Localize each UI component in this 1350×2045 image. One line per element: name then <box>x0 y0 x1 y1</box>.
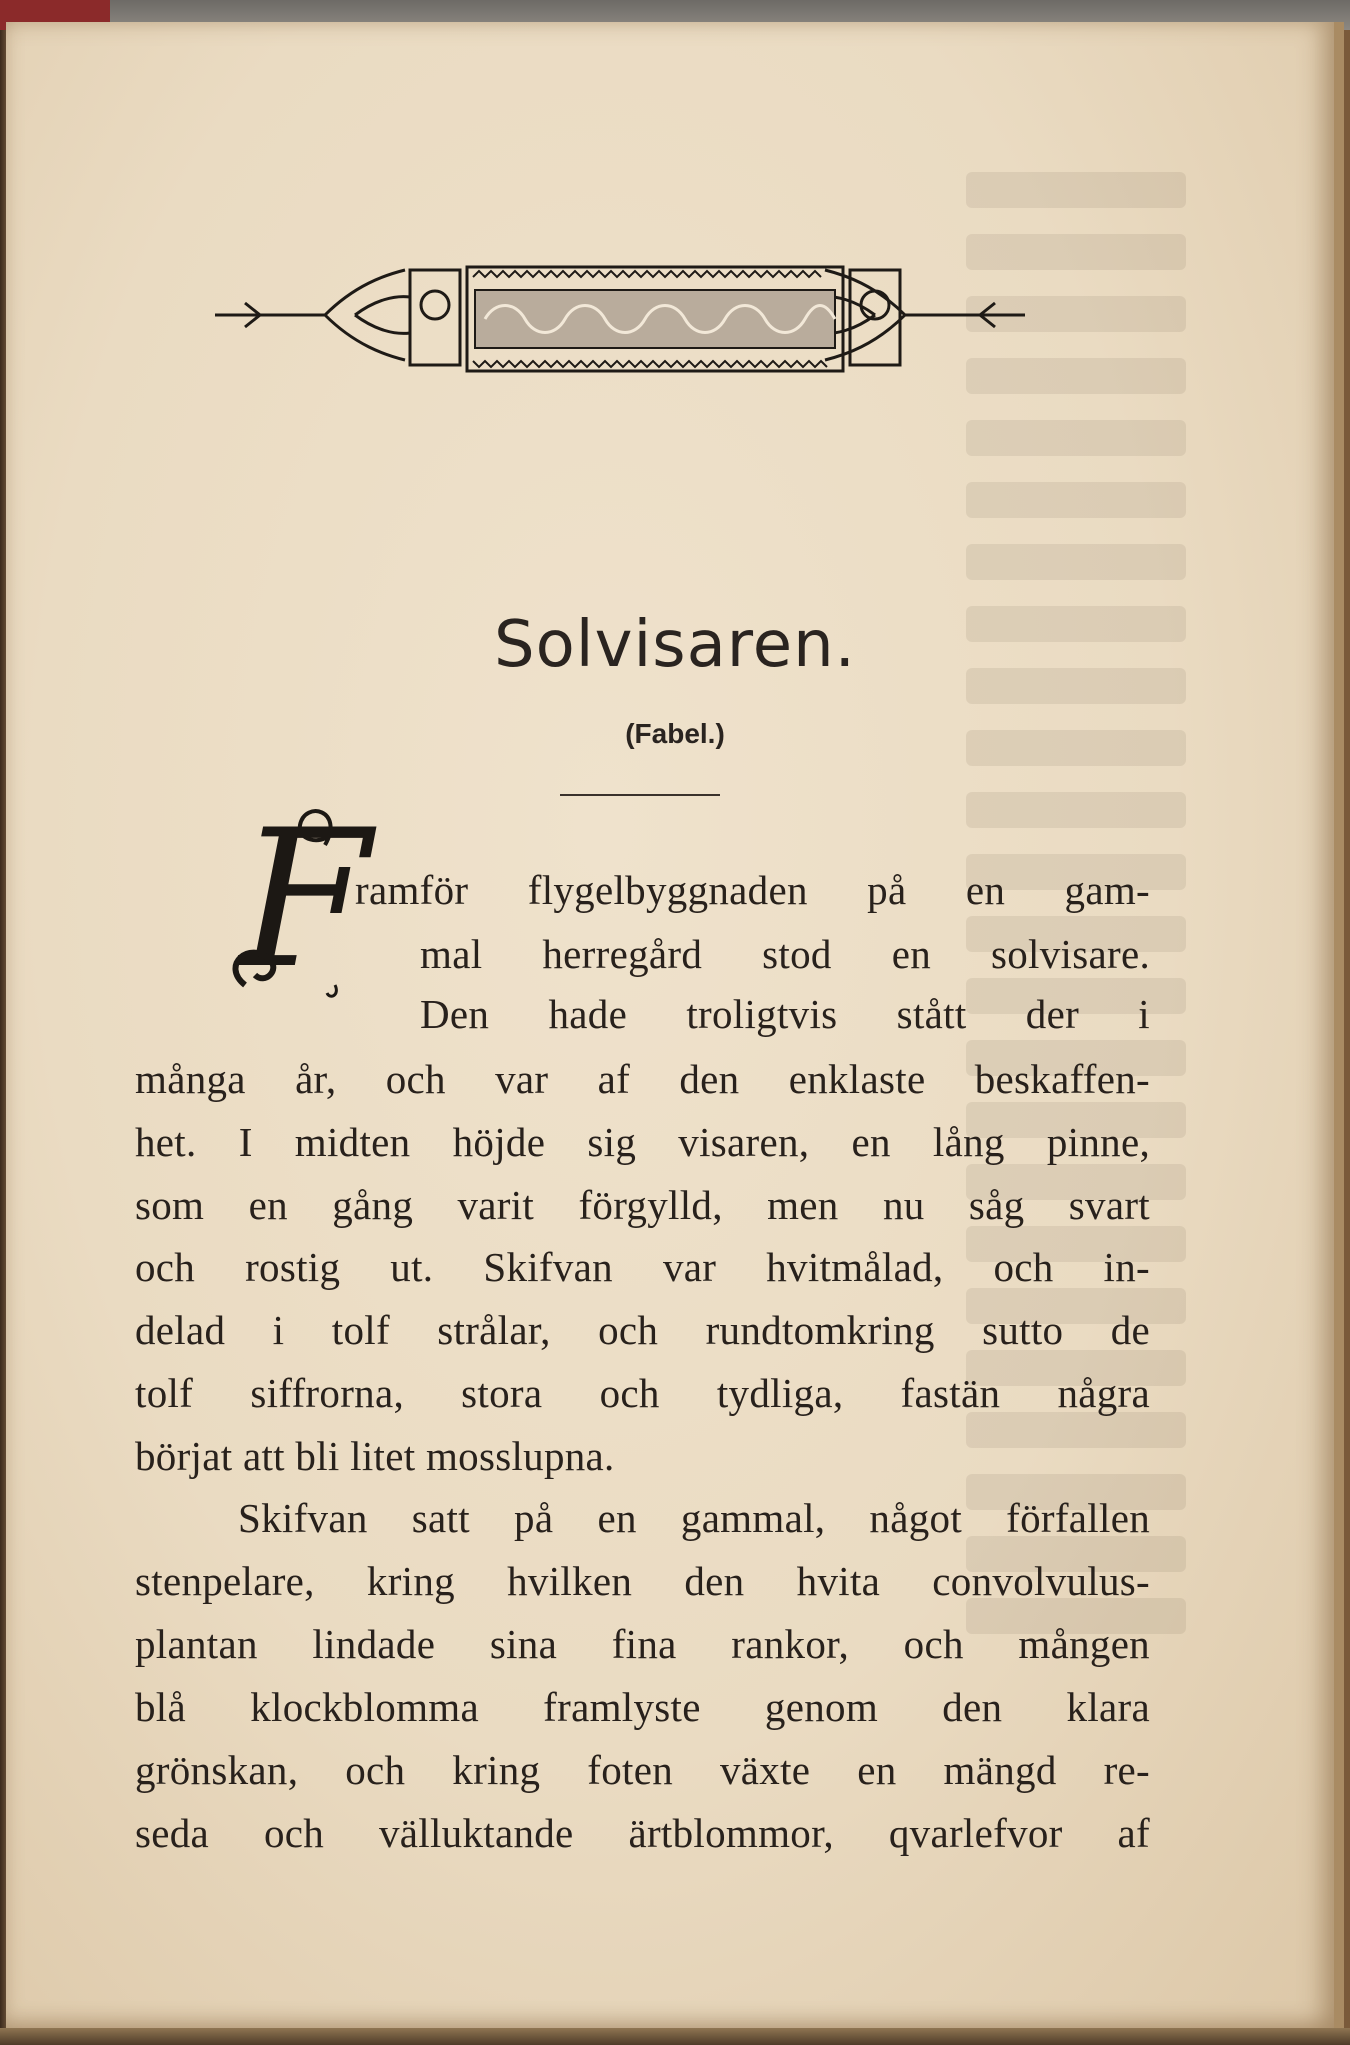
text-line: grönskan, och kring foten växte en mängd re- <box>135 1747 1150 1793</box>
drop-cap-letter: F <box>239 789 371 1010</box>
text-line: Den hade troligtvis stått der i <box>420 991 1150 1037</box>
page-bottom-edge <box>0 2028 1350 2045</box>
text-line: många år, och var af den enklaste beskaffen- <box>135 1056 1150 1102</box>
text-line: och rostig ut. Skifvan var hvitmålad, och in- <box>135 1244 1150 1290</box>
text-line: delad i tolf strålar, och rundtomkring sutto de <box>135 1307 1150 1353</box>
text-line: tolf siffrorna, stora och tydliga, fastän några <box>135 1370 1150 1416</box>
text-line: Skifvan satt på en gammal, något förfallen <box>238 1495 1150 1541</box>
text-line: börjat att bli litet mosslupna. <box>135 1433 615 1479</box>
text-line: plantan lindade sina fina rankor, och mången <box>135 1621 1150 1667</box>
text-line: ramför flygelbyggnaden på en gam- <box>355 867 1150 913</box>
story-subtitle: (Fabel.) <box>625 718 725 749</box>
title-rule <box>560 794 720 796</box>
text-line: seda och välluktande ärtblommor, qvarlefvor af <box>135 1810 1150 1856</box>
bleed-through-text <box>966 172 1186 1672</box>
text-line: het. I midten höjde sig visaren, en lång pinne, <box>135 1119 1150 1165</box>
story-title: Solvisaren. <box>494 608 856 682</box>
text-line: som en gång varit förgylld, men nu såg svart <box>135 1182 1150 1228</box>
text-line: mal herregård stod en solvisare. <box>420 931 1150 977</box>
text-line: stenpelare, kring hvilken den hvita convolvulus- <box>135 1558 1150 1604</box>
text-line: blå klockblomma framlyste genom den klara <box>135 1684 1150 1730</box>
headpiece-ornament <box>205 255 1055 385</box>
